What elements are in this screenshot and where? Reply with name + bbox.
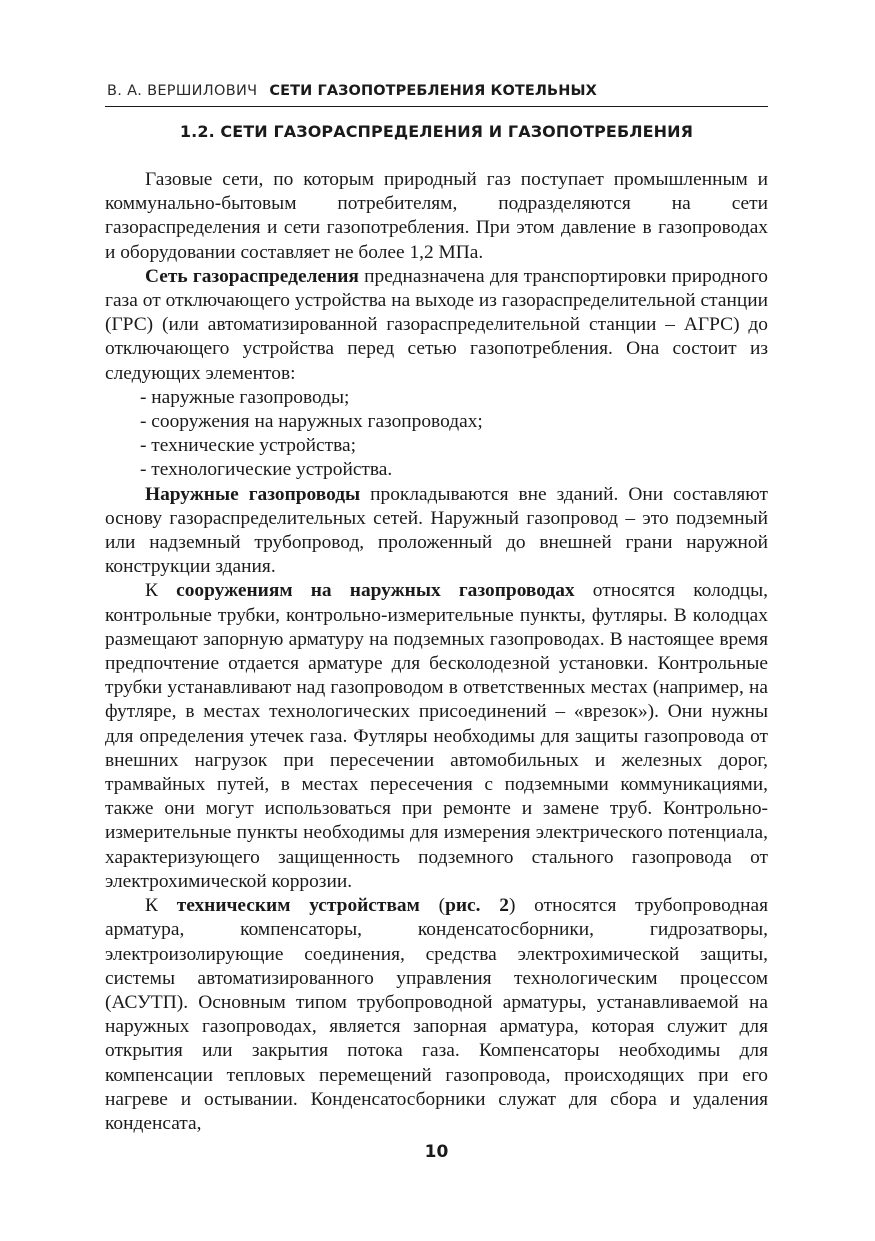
elements-list (105, 386, 768, 483)
term-distribution-network: Сеть газораспределения (145, 265, 359, 287)
paragraph-gas-networks: Газовые сети, по которым природный газ поступает промышленным и коммунально-бытовым потребителям, подразделяются на сети газораспределения и сети газопотребления. При этом давление в газопроводах и оборудовании составляет не более 1,2 МПа. (105, 169, 768, 263)
paragraph-text: К (145, 580, 177, 602)
header-rule (105, 106, 768, 107)
list-item: - наружные газопроводы; (140, 386, 350, 408)
list-item: - технические устройства; (140, 435, 357, 457)
paragraph-structures (105, 579, 768, 894)
paragraph-text: ) относятся трубопроводная арматура, компенсаторы, конденсатосборники, гидрозатворы, электроизолирующие соединения, средства электрохимической защиты, системы автоматизированного управления технологическим процессом (АСУТП). Основным типом трубопроводной арматуры, устанавливаемой на наружных газопроводах, является запорная арматура, которая служит для открытия или закрытия потока газа. Компенсаторы необходимы для компенсации тепловых перемещений газопровода, происходящих при его нагреве и остывании. Конденсатосборники служат для сбора и удаления конденсата, (105, 895, 769, 1134)
paragraph-text: К (145, 895, 177, 917)
paragraph-text: ( (419, 895, 446, 917)
paragraph-distribution-network (105, 265, 768, 386)
paragraph-technical-devices (105, 894, 768, 1136)
page-number: 10 (424, 1142, 449, 1162)
running-head-book-title: СЕТИ ГАЗОПОТРЕБЛЕНИЯ КОТЕЛЬНЫХ (269, 83, 597, 99)
figure-reference: рис. 2 (445, 895, 509, 917)
term-structures: сооружениям на наружных газопроводах (176, 580, 575, 602)
term-technical-devices: техническим устройствам (176, 895, 420, 917)
paragraph-text: относятся колодцы, контрольные трубки, контрольно-измерительные пункты, футляры. В колодцах размещают запорную арматуру на подземных газопроводах. В настоящее время предпочтение отдается арматуре для бесколодезной установки. Контрольные трубки устанавливают над газопроводом в ответственных местах (например, на футляре, в местах технологических присоединений – «врезок»). Они нужны для определения утечек газа. Футляры необходимы для защиты газопровода от внешних нагрузок при пересечении автомобильных и железных дорог, трамвайных путей, в местах пересечения с подземными коммуникациями, также они могут использоваться при ремонте и замене труб. Контрольно-измерительные пункты необходимы для измерения электрического потенциала, характеризующего защищенность подземного стального газопровода от электрохимической коррозии. (105, 580, 769, 892)
term-outdoor-pipelines: Наружные газопроводы (145, 483, 361, 505)
paragraph-outdoor-pipelines (105, 483, 768, 580)
running-head (107, 83, 768, 105)
paragraph-text: прокладываются вне зданий. Они составляют основу газораспределительных сетей. Наружный газопровод – это подземный или надземный трубопровод, проложенный до внешней грани наружной конструкции здания. (105, 483, 768, 578)
running-head-author: В. А. ВЕРШИЛОВИЧ (107, 83, 258, 99)
list-item: - технологические устройства. (140, 459, 393, 481)
paragraph-text: предназначена для транспортировки природного газа от отключающего устройства на выходе из газораспределительной станции (ГРС) (или автоматизированной газораспределительной станции – АГРС) до отключающего устройства перед сетью газопотребления. Она состоит из следующих элементов: (105, 265, 769, 384)
body-text (105, 168, 768, 1136)
list-item: - сооружения на наружных газопроводах; (140, 411, 483, 433)
section-title: 1.2. СЕТИ ГАЗОРАСПРЕДЕЛЕНИЯ И ГАЗОПОТРЕБЛЕНИЯ (179, 122, 694, 141)
